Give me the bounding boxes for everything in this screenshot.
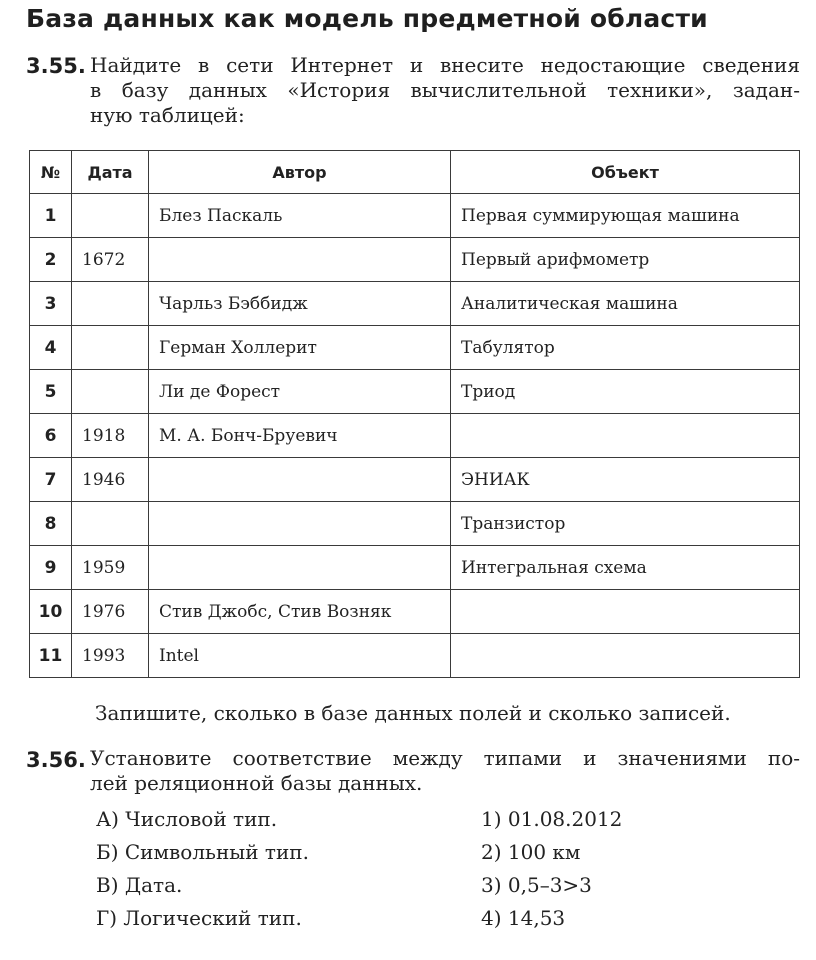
cell-author: Intel <box>149 634 451 678</box>
cell-date: 1946 <box>72 458 149 502</box>
cell-number: 5 <box>30 370 72 414</box>
cell-number: 10 <box>30 590 72 634</box>
task-56-line-2: лей реляционной базы данных. <box>90 771 423 795</box>
cell-object: Первая суммирующая машина <box>451 194 800 238</box>
cell-date <box>72 370 149 414</box>
value-option-4: 4) 14,53 <box>481 906 566 930</box>
type-option-d: Г) Логический тип. <box>96 906 302 930</box>
cell-author: Герман Холлерит <box>149 326 451 370</box>
cell-number: 8 <box>30 502 72 546</box>
cell-author <box>149 546 451 590</box>
table-row <box>30 194 800 238</box>
header-author: Автор <box>149 151 451 194</box>
cell-date: 1993 <box>72 634 149 678</box>
cell-date <box>72 326 149 370</box>
type-option-c: В) Дата. <box>96 873 183 897</box>
cell-date: 1976 <box>72 590 149 634</box>
value-option-2: 2) 100 км <box>481 840 581 864</box>
cell-date: 1672 <box>72 238 149 282</box>
header-object: Объект <box>451 151 800 194</box>
cell-author <box>149 238 451 282</box>
task-56-text <box>90 746 800 796</box>
table-row <box>30 414 800 458</box>
table-row <box>30 590 800 634</box>
cell-author <box>149 458 451 502</box>
cell-object <box>451 634 800 678</box>
cell-object: Интегральная схема <box>451 546 800 590</box>
table-body <box>30 194 800 678</box>
table-row <box>30 458 800 502</box>
cell-object: Транзистор <box>451 502 800 546</box>
cell-author: М. А. Бонч-Бруевич <box>149 414 451 458</box>
table-row <box>30 238 800 282</box>
cell-author: Чарльз Бэббидж <box>149 282 451 326</box>
table-row <box>30 326 800 370</box>
table-header-row <box>30 151 800 194</box>
cell-number: 2 <box>30 238 72 282</box>
header-number: № <box>30 151 72 194</box>
task-55-line-3: ную таблицей: <box>90 103 245 127</box>
cell-date <box>72 502 149 546</box>
cell-number: 7 <box>30 458 72 502</box>
type-option-a: А) Числовой тип. <box>96 807 278 831</box>
task-55-text <box>90 53 800 128</box>
cell-date <box>72 282 149 326</box>
cell-object: Первый арифмометр <box>451 238 800 282</box>
section-heading: База данных как модель предметной области <box>26 4 708 33</box>
history-table <box>29 150 800 678</box>
cell-object: ЭНИАК <box>451 458 800 502</box>
task-55-number: 3.55. <box>26 54 86 78</box>
cell-number: 9 <box>30 546 72 590</box>
cell-author: Ли де Форест <box>149 370 451 414</box>
cell-number: 6 <box>30 414 72 458</box>
task-55-line-1: Найдите в сети Интернет и внесите недостающие сведения <box>90 53 800 77</box>
cell-number: 3 <box>30 282 72 326</box>
task-55-closing: Запишите, сколько в базе данных полей и сколько записей. <box>95 701 731 725</box>
table-row <box>30 546 800 590</box>
cell-object: Триод <box>451 370 800 414</box>
task-56-line-1: Установите соответствие между типами и значениями по- <box>90 746 800 770</box>
value-option-3: 3) 0,5–3>3 <box>481 873 592 897</box>
table-row <box>30 634 800 678</box>
cell-date: 1918 <box>72 414 149 458</box>
cell-object: Аналитическая машина <box>451 282 800 326</box>
cell-number: 11 <box>30 634 72 678</box>
cell-author: Стив Джобс, Стив Возняк <box>149 590 451 634</box>
cell-date: 1959 <box>72 546 149 590</box>
cell-object: Табулятор <box>451 326 800 370</box>
cell-object <box>451 414 800 458</box>
task-56-number: 3.56. <box>26 748 86 772</box>
cell-date <box>72 194 149 238</box>
table-row <box>30 370 800 414</box>
cell-author <box>149 502 451 546</box>
table-row <box>30 282 800 326</box>
cell-author: Блез Паскаль <box>149 194 451 238</box>
value-option-1: 1) 01.08.2012 <box>481 807 623 831</box>
cell-number: 1 <box>30 194 72 238</box>
header-date: Дата <box>72 151 149 194</box>
task-55-line-2: в базу данных «История вычислительной техники», задан- <box>90 78 800 102</box>
cell-object <box>451 590 800 634</box>
type-option-b: Б) Символьный тип. <box>96 840 309 864</box>
cell-number: 4 <box>30 326 72 370</box>
table-row <box>30 502 800 546</box>
